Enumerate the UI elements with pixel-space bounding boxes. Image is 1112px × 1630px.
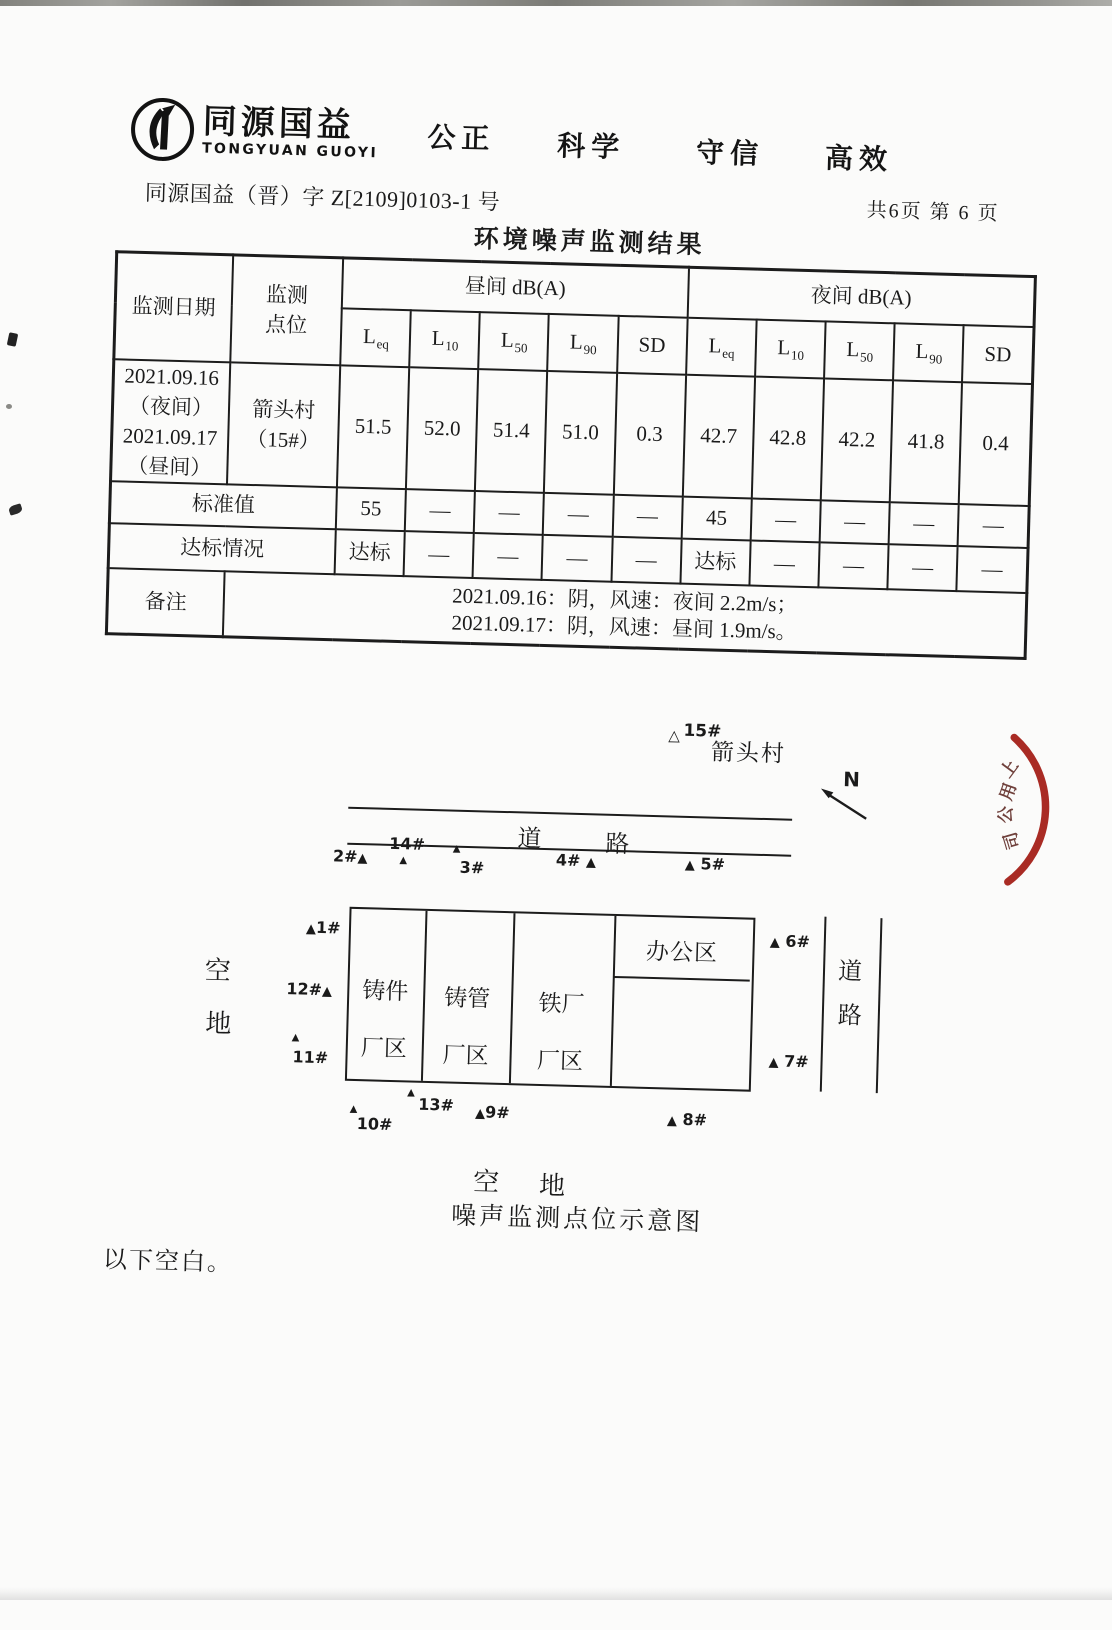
company-logo-text <box>201 101 379 163</box>
monitor-point-13-marker: ▲ <box>404 1084 418 1100</box>
point-label: 7# <box>783 1051 809 1072</box>
monitor-point-6 <box>770 931 811 951</box>
date-line: 2021.09.17 <box>122 422 218 450</box>
section-cast-pipe <box>421 969 512 1085</box>
open-land-bottom-char1: 空 <box>472 1167 500 1197</box>
sub-header-main: SD <box>984 341 1012 366</box>
monitor-point-4 <box>556 850 597 870</box>
sub-header-night-leq <box>686 317 757 376</box>
col-header-date: 监测日期 <box>114 252 233 362</box>
sub-header-main: L <box>431 325 445 350</box>
open-land-left-char2: 地 <box>204 1008 232 1039</box>
cell-night-leq: 42.7 <box>683 374 755 498</box>
blank-below-note: 以下空白。 <box>102 1247 234 1277</box>
point-label: 2# <box>332 846 358 866</box>
diagram-caption: 噪声监测点位示意图 <box>450 1202 704 1237</box>
date-line: 2021.09.16 <box>124 363 220 390</box>
right-road-line <box>820 917 827 1092</box>
cell-day-l90: 51.0 <box>544 370 616 494</box>
cell-dash: — <box>473 533 543 580</box>
point-label: 12# <box>286 979 323 1000</box>
monitor-point-9 <box>475 1102 510 1122</box>
seal-character: 司 <box>1000 829 1024 852</box>
triangle-marker-icon: ▲ <box>357 850 368 867</box>
sub-header-night-l50 <box>824 321 895 380</box>
cell-compliance-night: 达标 <box>680 538 750 585</box>
sub-header-sub: eq <box>376 335 390 352</box>
triangle-marker-icon: ▲ <box>585 855 597 871</box>
seal-character: 用 <box>996 780 1021 803</box>
monitor-point-8 <box>667 1109 708 1129</box>
cell-standard-night: 45 <box>681 496 751 540</box>
col-header-point-line1: 监测 <box>265 282 309 308</box>
cell-day-leq: 51.5 <box>337 365 409 489</box>
monitor-point-5 <box>685 854 726 874</box>
right-road-char2: 路 <box>837 1003 864 1030</box>
seal-character: 上 <box>996 756 1023 782</box>
sub-header-main: L <box>708 332 722 358</box>
sub-header-main: L <box>569 329 584 354</box>
section-office: 办公区 <box>645 938 719 966</box>
sub-header-day-l10 <box>409 310 480 369</box>
section-casting-parts <box>345 962 424 1078</box>
point-label: 8# <box>682 1109 708 1130</box>
north-label: N <box>842 767 861 792</box>
cell-dash: — <box>957 546 1028 593</box>
road-line <box>348 807 792 821</box>
cell-night-l50: 42.2 <box>821 378 893 502</box>
company-name-en: TONGYUAN GUOYI <box>201 140 379 162</box>
seal-character: 公 <box>995 805 1016 824</box>
row-header-standard: 标准值 <box>109 481 337 529</box>
section-name-line2: 厂区 <box>536 1047 584 1075</box>
cell-dash: — <box>611 536 681 583</box>
cell-dash: — <box>958 504 1029 548</box>
point-label: 6# <box>785 931 811 952</box>
slogan-3: 守信 <box>695 137 765 171</box>
sub-header-day-l50 <box>478 312 549 371</box>
section-name-line2: 厂区 <box>442 1042 489 1069</box>
section-iron-plant <box>509 974 613 1091</box>
cell-dash: — <box>818 542 888 589</box>
slogan-1: 公正 <box>427 122 496 156</box>
point-label: 5# <box>700 854 726 874</box>
row-header-remark: 备注 <box>106 568 224 637</box>
sub-header-sub: eq <box>722 345 735 361</box>
slogan-2: 科学 <box>556 131 626 164</box>
monitor-point-12 <box>286 979 332 999</box>
triangle-marker-icon: ▲ <box>768 1055 779 1071</box>
monitor-point-10-label: 10# <box>356 1114 393 1135</box>
company-logo-icon <box>129 96 197 164</box>
point-label: 9# <box>484 1102 510 1123</box>
cell-monitor-point <box>227 362 340 487</box>
triangle-marker-icon: ▲ <box>769 935 780 951</box>
cell-night-sd: 0.4 <box>959 382 1033 506</box>
triangle-marker-icon: ▲ <box>305 921 317 937</box>
cell-dash: — <box>749 540 819 587</box>
point-label: 4# <box>555 850 581 871</box>
monitor-point-3-marker: ▲ <box>450 840 464 856</box>
sub-header-night-l10 <box>755 319 826 378</box>
monitor-point-3-label: 3# <box>459 857 485 878</box>
cell-day-l10: 52.0 <box>406 367 478 491</box>
cell-dash: — <box>612 494 682 538</box>
monitor-point-11-label: 11# <box>292 1047 329 1068</box>
cell-dash: — <box>750 498 820 542</box>
cell-dash: — <box>820 500 890 544</box>
cell-day-sd: 0.3 <box>613 372 685 496</box>
sub-header-sub: 50 <box>514 339 528 355</box>
cell-dash: — <box>542 534 612 581</box>
remark-line-2: 2021.09.17：阴，风速：昼间 1.9m/s。 <box>451 610 798 645</box>
road-label-char1: 道 <box>517 826 543 853</box>
triangle-marker-icon: ▲ <box>474 1106 486 1122</box>
date-line: （昼间） <box>127 453 212 480</box>
cell-compliance-day: 达标 <box>335 529 405 576</box>
cell-dash: — <box>404 531 474 578</box>
remark-line-1: 2021.09.16：阴，风速：夜间 2.2m/s； <box>451 583 798 618</box>
group-header-night: 夜间 dB(A) <box>687 267 1035 326</box>
monitor-point-11-marker: ▲ <box>288 1029 303 1045</box>
point-name: 箭头村 <box>252 396 316 423</box>
sub-header-main: SD <box>638 331 666 357</box>
cell-dash: — <box>888 544 958 591</box>
col-header-point <box>230 255 343 365</box>
triangle-marker-icon: ▲ <box>684 857 696 874</box>
slogan-4: 高效 <box>824 143 894 177</box>
monitor-point-1 <box>306 918 341 938</box>
cell-dash: — <box>543 492 613 536</box>
cell-dash: — <box>474 491 544 535</box>
sub-header-main: L <box>362 323 377 348</box>
road-label-char2: 路 <box>605 831 631 859</box>
right-road-line <box>876 918 883 1093</box>
group-header-day: 昼间 dB(A) <box>342 258 689 317</box>
sub-header-sub: 90 <box>583 341 597 357</box>
right-road-char1: 道 <box>837 959 864 986</box>
sub-header-day-l90 <box>548 313 619 372</box>
sub-header-main: L <box>500 327 515 352</box>
col-header-point-line2: 点位 <box>264 312 308 338</box>
village-triangle-icon: △ <box>668 728 681 745</box>
section-name-line1: 铁厂 <box>538 990 585 1018</box>
sub-header-day-sd <box>617 315 688 374</box>
document-number: 同源国益（晋）字 Z[2109]0103-1 号 <box>144 179 501 215</box>
date-line: （夜间） <box>128 393 214 420</box>
section-name-line2: 厂区 <box>360 1035 408 1062</box>
sub-header-main: L <box>915 338 929 363</box>
village-name: 箭头村 <box>710 739 787 767</box>
section-name-line1: 铸管 <box>443 985 491 1012</box>
sub-header-day-leq <box>340 308 411 367</box>
sub-header-sub: 50 <box>859 348 874 365</box>
monitor-point-2 <box>333 846 368 866</box>
noise-results-table <box>105 250 1037 660</box>
triangle-marker-icon: ▲ <box>321 984 333 1000</box>
sub-header-sub: 10 <box>445 337 459 354</box>
triangle-marker-icon: ▲ <box>666 1113 678 1129</box>
sub-header-sub: 90 <box>929 350 943 367</box>
open-land-bottom-char2: 地 <box>538 1171 566 1201</box>
cell-monitor-date <box>111 359 230 484</box>
row-header-compliance: 达标情况 <box>108 523 336 574</box>
cell-night-l10: 42.8 <box>752 376 824 500</box>
cell-day-l50: 51.4 <box>475 369 547 493</box>
cell-dash: — <box>405 489 475 533</box>
open-land-left-char1: 空 <box>204 955 232 986</box>
monitor-point-14-marker: ▲ <box>396 852 410 868</box>
cell-dash: — <box>889 502 959 546</box>
company-name-cn: 同源国益 <box>202 101 356 146</box>
sub-header-night-l90 <box>893 323 964 382</box>
report-title: 环境噪声监测结果 <box>473 225 706 260</box>
monitor-point-7 <box>768 1051 809 1071</box>
sub-header-sub: 10 <box>790 347 805 363</box>
monitor-point-14-label: 14# <box>389 833 426 854</box>
village-point-id: 15# <box>683 720 722 742</box>
page-count: 共6页 第 6 页 <box>866 199 1000 226</box>
section-name-line1: 铸件 <box>361 978 409 1005</box>
cell-standard-day: 55 <box>336 487 406 531</box>
point-label: 1# <box>315 917 341 938</box>
sub-header-main: L <box>777 334 791 359</box>
sub-header-night-sd <box>962 325 1034 384</box>
point-id: （15#） <box>246 426 321 453</box>
sub-header-main: L <box>846 336 860 361</box>
cell-night-l90: 41.8 <box>890 380 962 504</box>
monitor-point-13-label: 13# <box>418 1094 455 1115</box>
monitor-point-10-marker: ▲ <box>346 1100 361 1117</box>
